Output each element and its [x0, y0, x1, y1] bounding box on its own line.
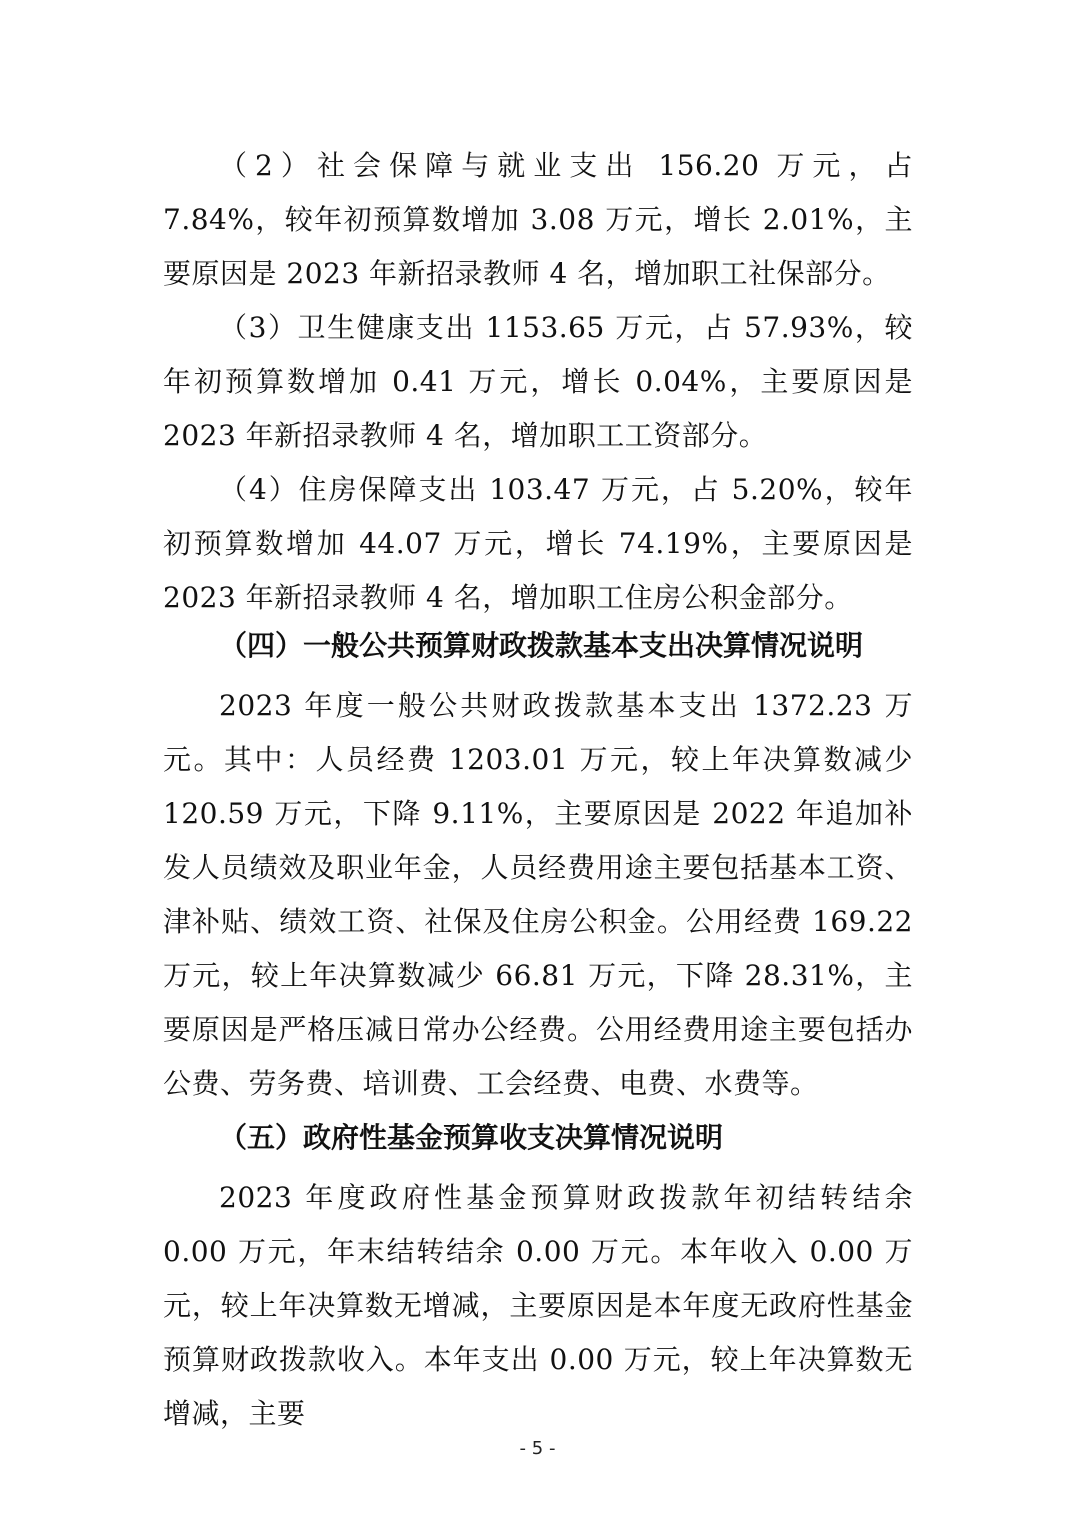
paragraph-social-security: （2）社会保障与就业支出 156.20 万元，占 7.84%，较年初预算数增加 3.08 万元，增长 2.01%，主要原因是 2023 年新招录教师 4 名，增加职工社保部分。 [163, 149, 913, 290]
section-heading-four: （四）一般公共预算财政拨款基本支出决算情况说明 [219, 629, 864, 662]
paragraph-government-fund: 2023 年度政府性基金预算财政拨款年初结转结余 0.00 万元，年末结转结余 0.00 万元。本年收入 0.00 万元，较上年决算数无增减，主要原因是本年度无政府性基金预算财政拨款收入。本年支出 0.00 万元，较上年决算数无增减，主要 [163, 1181, 913, 1430]
page-number: - 5 - [519, 1438, 556, 1459]
paragraph-housing: （4）住房保障支出 103.47 万元，占 5.20%，较年初预算数增加 44.07 万元，增长 74.19%，主要原因是 2023 年新招录教师 4 名，增加职工住房公积金部分。 [163, 473, 913, 614]
paragraph-basic-expenditure: 2023 年度一般公共财政拨款基本支出 1372.23 万元。其中：人员经费 1203.01 万元，较上年决算数减少 120.59 万元，下降 9.11%，主要原因是 2022 年追加补发人员绩效及职业年金，人员经费用途主要包括基本工资、津补贴、绩效工资、社保及住房公积金。公用经费 169.22 万元，较上年决算数减少 66.81 万元，下降 28.31%，主要原因是严格压减日常办公经费。公用经费用途主要包括办公费、劳务费、培训费、工会经费、电费、水费等。 [163, 689, 913, 1100]
section-heading-five: （五）政府性基金预算收支决算情况说明 [219, 1121, 724, 1154]
paragraph-health: （3）卫生健康支出 1153.65 万元，占 57.93%，较年初预算数增加 0.41 万元，增长 0.04%，主要原因是 2023 年新招录教师 4 名，增加职工工资部分。 [163, 311, 913, 452]
